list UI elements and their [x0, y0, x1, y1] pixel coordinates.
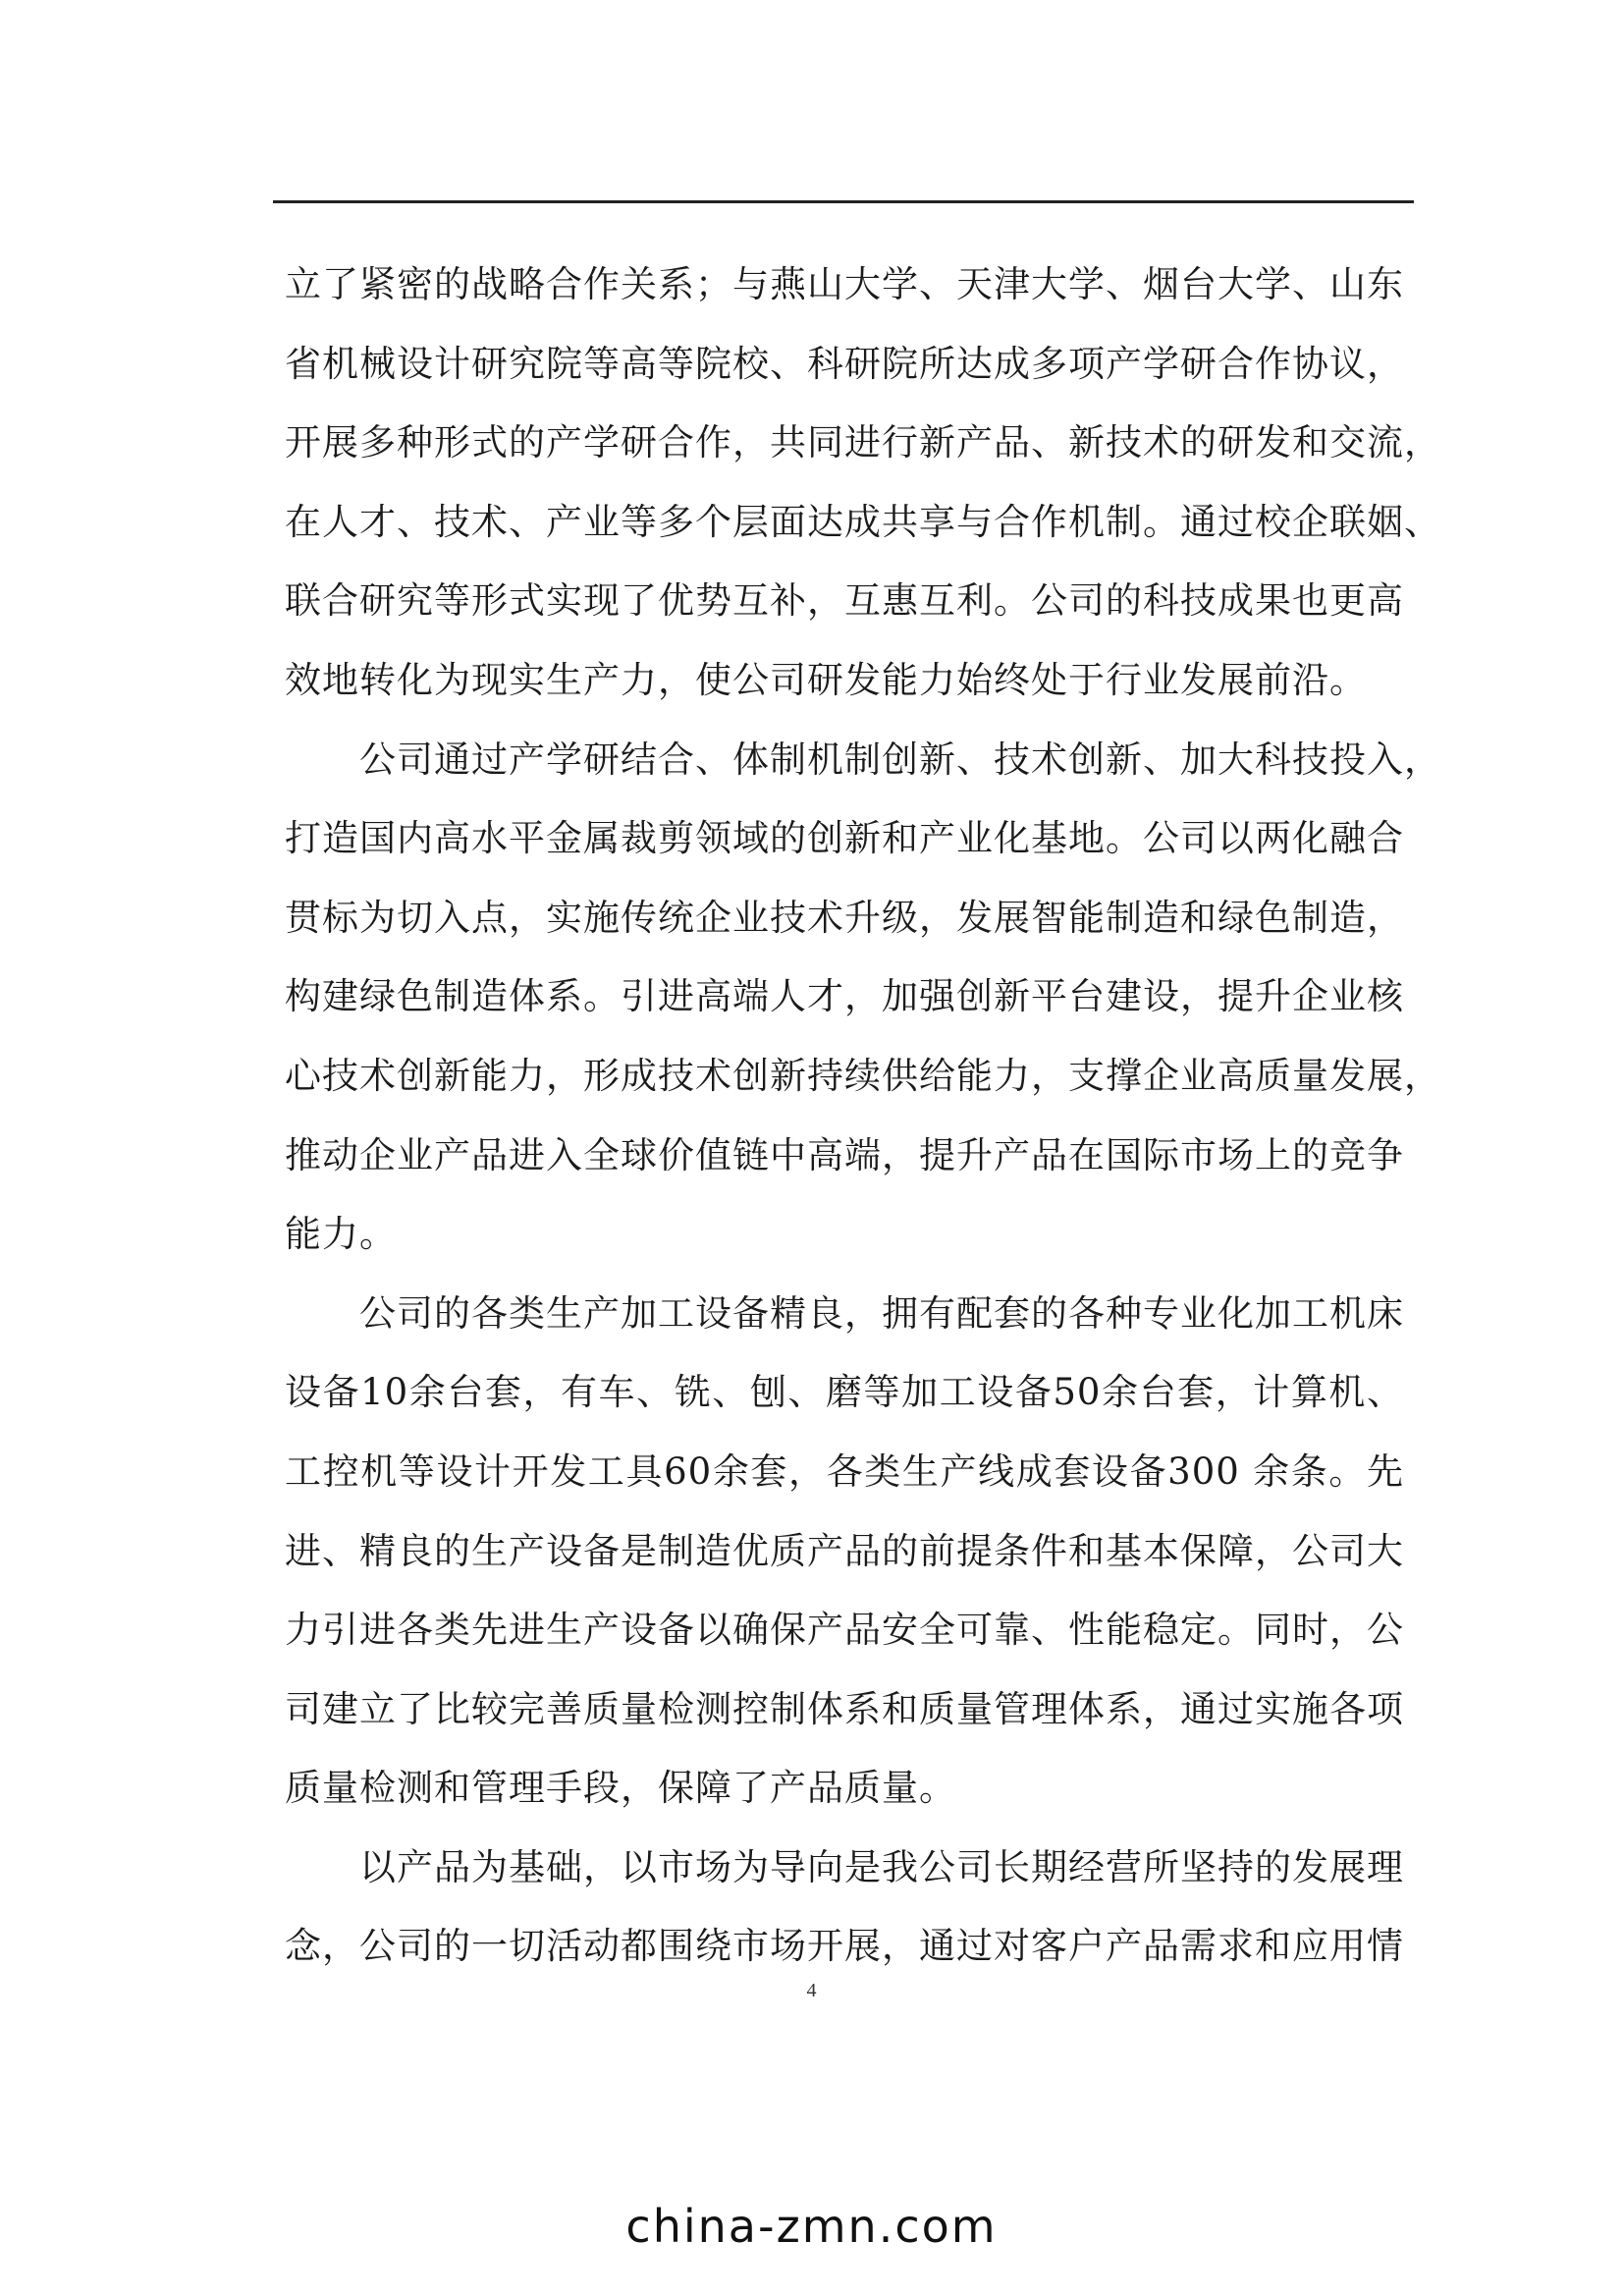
text-line: 能力。	[285, 1213, 397, 1256]
text-line: 贯标为切入点，实施传统企业技术升级，发展智能制造和绿色制造，	[285, 896, 1404, 939]
text-line: 立了紧密的战略合作关系；与燕山大学、天津大学、烟台大学、山东	[285, 263, 1404, 305]
text-line: 联合研究等形式实现了优势互补，互惠互利。公司的科技成果也更高	[285, 579, 1404, 623]
text-line: 念，公司的一切活动都围绕市场开展，通过对客户产品需求和应用情	[285, 1925, 1404, 1968]
text-line: 质量检测和管理手段，保障了产品质量。	[285, 1767, 956, 1810]
paragraph-4	[285, 1829, 1404, 1987]
text-line: 打造国内高水平金属裁剪领域的创新和产业化基地。公司以两化融合	[285, 817, 1404, 860]
text-line: 进、精良的生产设备是制造优质产品的前提条件和基本保障，公司大	[285, 1529, 1404, 1572]
text-line: 开展多种形式的产学研合作，共同进行新产品、新技术的研发和交流，	[285, 421, 1441, 465]
text-line: 推动企业产品进入全球价值链中高端，提升产品在国际市场上的竞争	[285, 1133, 1404, 1176]
body-text	[285, 246, 1441, 1987]
text-line: 力引进各类先进生产设备以确保产品安全可靠、性能稳定。同时，公	[285, 1609, 1404, 1652]
text-line: 工控机等设计开发工具60余套，各类生产线成套设备300 余条。先	[285, 1449, 1404, 1493]
page-number: 4	[806, 1980, 817, 2001]
header-rule	[273, 200, 1414, 203]
text-line: 公司通过产学研结合、体制机制创新、技术创新、加大科技投入，	[359, 738, 1441, 781]
text-line: 以产品为基础，以市场为导向是我公司长期经营所坚持的发展理	[359, 1845, 1404, 1888]
text-line: 公司的各类生产加工设备精良，拥有配套的各种专业化加工机床	[359, 1291, 1404, 1335]
text-line: 设备10余台套，有车、铣、刨、磨等加工设备50余台套，计算机、	[285, 1371, 1404, 1414]
text-line: 构建绿色制造体系。引进高端人才，加强创新平台建设，提升企业核	[285, 975, 1404, 1018]
paragraph-1	[285, 246, 1441, 721]
text-line: 在人才、技术、产业等多个层面达成共享与合作机制。通过校企联姻、	[285, 500, 1441, 543]
watermark-text: china-zmn.com	[625, 2200, 998, 2253]
text-line: 心技术创新能力，形成技术创新持续供给能力，支撑企业高质量发展，	[285, 1054, 1441, 1097]
text-line: 司建立了比较完善质量检测控制体系和质量管理体系，通过实施各项	[285, 1687, 1404, 1730]
text-line: 效地转化为现实生产力，使公司研发能力始终处于行业发展前沿。	[285, 658, 1367, 701]
paragraph-3	[285, 1275, 1404, 1829]
text-line: 省机械设计研究院等高等院校、科研院所达成多项产学研合作协议，	[285, 342, 1404, 385]
paragraph-2	[285, 721, 1441, 1275]
